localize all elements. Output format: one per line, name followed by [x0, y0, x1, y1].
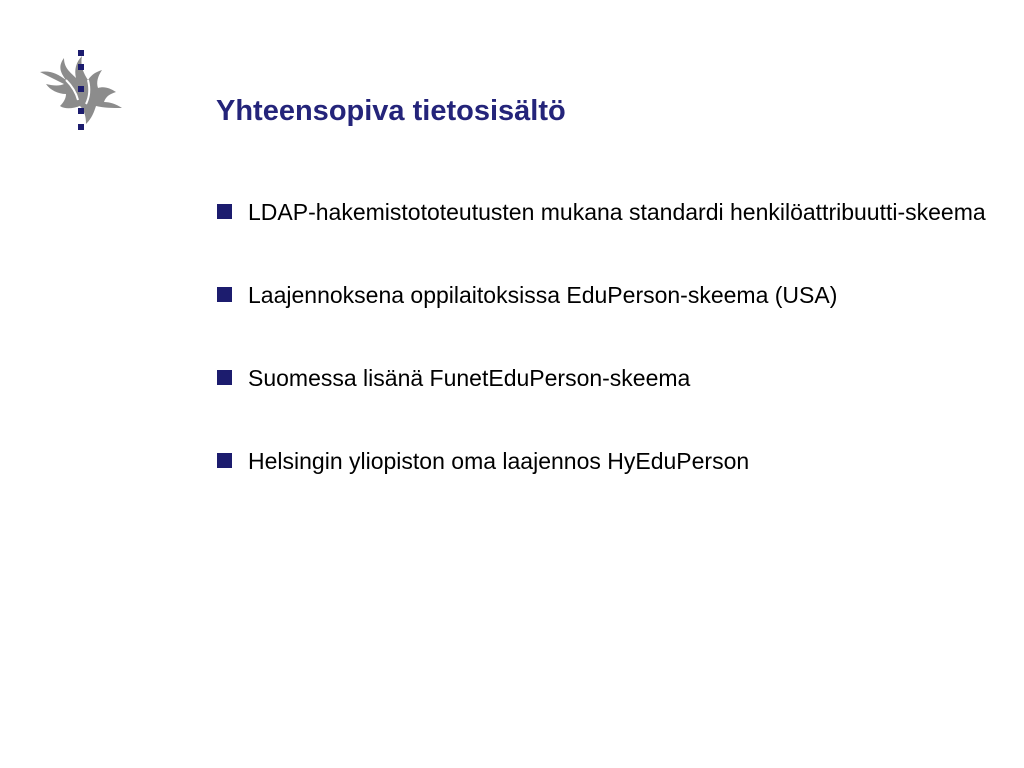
university-logo — [36, 46, 126, 136]
bullet-item — [216, 192, 1006, 232]
square-bullet-icon — [217, 287, 232, 302]
bullet-list — [216, 192, 1006, 524]
bullet-text: Laajennoksena oppilaitoksissa EduPerson-skeema (USA) — [248, 282, 838, 308]
bullet-item — [216, 358, 1006, 398]
flame-logo-icon — [36, 46, 126, 136]
bullet-text: Suomessa lisänä FunetEduPerson-skeema — [248, 365, 691, 391]
slide-title: Yhteensopiva tietosisältö — [216, 95, 566, 127]
bullet-text: Helsingin yliopiston oma laajennos HyEduPerson — [248, 448, 750, 474]
square-bullet-icon — [217, 370, 232, 385]
square-bullet-icon — [217, 204, 232, 219]
bullet-item — [216, 441, 1006, 481]
square-bullet-icon — [217, 453, 232, 468]
bullet-text: LDAP-hakemistototeutusten mukana standardi henkilöattribuutti-skeema — [248, 199, 986, 225]
bullet-item — [216, 275, 1006, 315]
